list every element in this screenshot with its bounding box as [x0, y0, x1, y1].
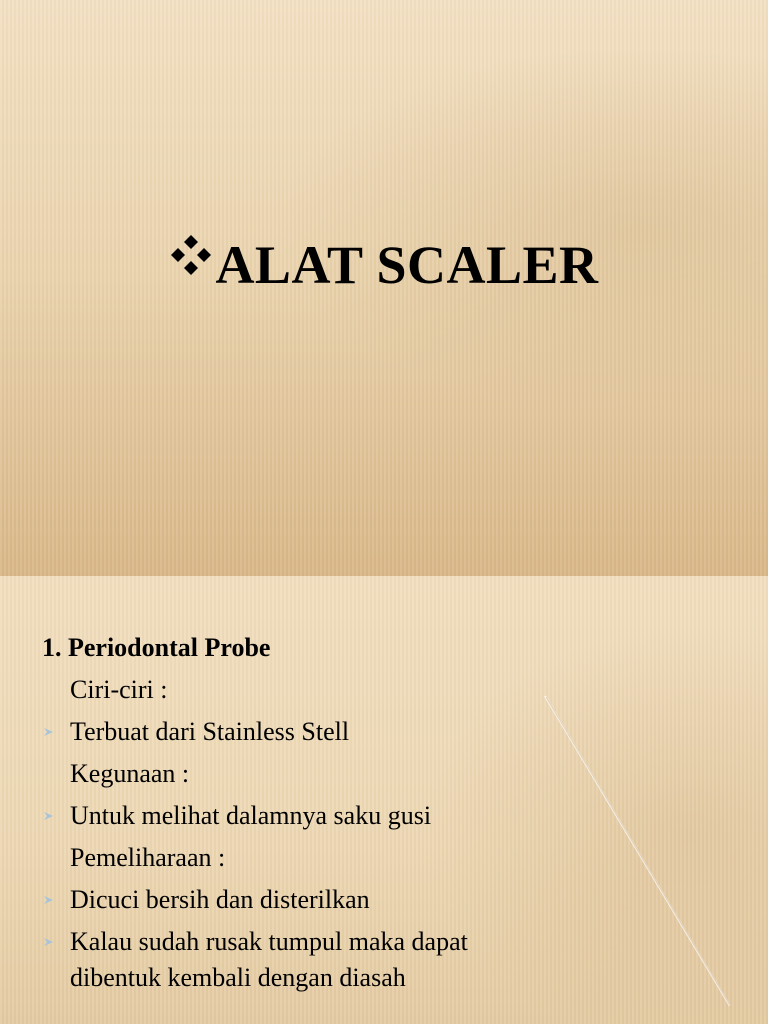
title-text: ALAT SCALER [215, 235, 599, 295]
line-text: Kegunaan : [70, 759, 190, 788]
arrow-bullet-icon [42, 809, 56, 823]
bullet-item [42, 798, 562, 834]
four-diamond-bullet-icon [169, 233, 213, 277]
line-text: Pemeliharaan : [70, 843, 226, 872]
arrow-bullet-icon [42, 725, 56, 739]
line-text: Kalau sudah rusak tumpul maka dapat dibentuk kembali dengan diasah [70, 927, 468, 992]
content-slide [0, 576, 768, 1024]
line-text: Untuk melihat dalamnya saku gusi [70, 801, 432, 830]
line-text: Terbuat dari Stainless Stell [70, 717, 350, 746]
line-text: Dicuci bersih dan disterilkan [70, 885, 370, 914]
label-item [42, 840, 562, 876]
bullet-list [42, 672, 562, 996]
label-item [42, 672, 562, 708]
slide-body [42, 630, 562, 1002]
line-text: Ciri-ciri : [70, 675, 168, 704]
bullet-item [42, 924, 562, 996]
arrow-bullet-icon [42, 893, 56, 907]
slide-title [0, 232, 768, 298]
bullet-item [42, 882, 562, 918]
section-heading: 1. Periodontal Probe [42, 633, 271, 662]
label-item [42, 756, 562, 792]
bullet-item [42, 714, 562, 750]
arrow-bullet-icon [42, 935, 56, 949]
